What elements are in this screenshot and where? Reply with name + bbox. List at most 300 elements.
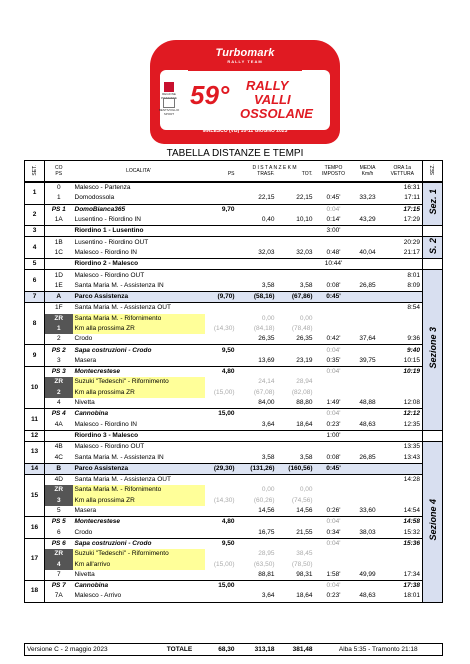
ora-cell: 10:15 xyxy=(383,356,423,367)
localita-cell: Malesco - Riordino OUT xyxy=(74,271,145,279)
tot-km-cell xyxy=(277,409,315,420)
ora-cell: 8:01 xyxy=(407,271,420,279)
localita-cell: Km alla prossima ZR xyxy=(73,388,205,398)
ora-cell xyxy=(383,259,423,270)
localita-cell: Malesco - Partenza xyxy=(74,184,131,192)
col-ps: PS xyxy=(205,161,237,183)
ora-cell xyxy=(383,377,423,387)
tempo-cell: 0:48' xyxy=(315,248,353,259)
ps-km-cell xyxy=(205,452,237,463)
table-row xyxy=(25,248,443,259)
ora-cell: 17:11 xyxy=(383,193,423,204)
ps-km-cell xyxy=(205,475,237,486)
tot-km-cell xyxy=(277,475,315,486)
trasf-km-cell: (63,50) xyxy=(253,560,275,568)
tempo-cell xyxy=(315,314,353,324)
rally-word-2: VALLI xyxy=(254,92,291,107)
ps-km-cell xyxy=(205,259,237,270)
media-cell xyxy=(353,270,383,281)
tot-km-cell: (82,08) xyxy=(291,388,313,396)
table-row xyxy=(25,452,443,463)
col-trasf: D I S T A N Z E K M TRASF. xyxy=(237,161,277,183)
co-ps-cell: 4A xyxy=(45,420,73,431)
co-ps-cell: 2 xyxy=(45,334,73,345)
table-row xyxy=(25,570,443,581)
table-row xyxy=(25,442,443,453)
trasf-km-cell: 32,03 xyxy=(237,248,277,259)
localita-cell: Santa Maria M. - Assistenza IN xyxy=(73,281,205,292)
tot-km-cell: 38,45 xyxy=(296,550,313,558)
tot-km-cell: 0,00 xyxy=(299,486,313,494)
ps-km-cell: 9,50 xyxy=(221,539,235,547)
trasf-km-cell xyxy=(237,345,277,356)
co-ps-cell: PS 7 xyxy=(51,582,66,590)
trasf-km-cell: 84,00 xyxy=(237,398,277,409)
table-row xyxy=(25,528,443,539)
tempo-cell: 0:45' xyxy=(315,291,353,302)
set-number: 9 xyxy=(25,345,45,367)
tot-km-cell xyxy=(277,517,315,528)
badge-inner xyxy=(160,70,330,130)
localita-cell: Santa Maria M. - Assistenza OUT xyxy=(74,476,171,484)
localita-cell: Crodo xyxy=(73,528,205,539)
ps-km-cell xyxy=(205,591,237,602)
trasf-km-cell: 3,64 xyxy=(237,420,277,431)
tot-km-cell: 18,64 xyxy=(277,591,315,602)
localita-cell: Malesco - Riordino OUT xyxy=(74,443,145,451)
co-ps-cell: PS 4 xyxy=(51,410,66,418)
table-row xyxy=(25,420,443,431)
localita-cell: Santa Maria M. - Rifornimento xyxy=(73,314,205,324)
localita-cell: Riordino 1 - Lusentino xyxy=(73,226,205,237)
co-ps-cell xyxy=(45,226,73,237)
media-cell xyxy=(353,559,383,569)
tempo-cell xyxy=(315,475,353,486)
tempo-cell xyxy=(315,182,353,193)
co-ps-cell: 1C xyxy=(45,248,73,259)
trasf-km-cell xyxy=(237,182,277,193)
ora-cell: 10:19 xyxy=(403,368,420,376)
table-row xyxy=(25,237,443,248)
localita-cell: Crodo xyxy=(73,334,205,345)
table-row xyxy=(25,215,443,226)
tot-km-cell xyxy=(277,430,315,441)
co-ps-cell: 6 xyxy=(45,528,73,539)
ora-cell: 14:28 xyxy=(403,476,420,484)
localita-cell: Lusentino - Riordino IN xyxy=(73,215,205,226)
table-row xyxy=(25,204,443,215)
media-cell xyxy=(353,517,383,528)
ps-km-cell xyxy=(205,281,237,292)
media-cell: 48,88 xyxy=(353,398,383,409)
co-ps-cell: 4C xyxy=(45,452,73,463)
col-tempo: TEMPO IMPOSTO xyxy=(315,161,353,183)
total-ps: 68,30 xyxy=(218,646,235,653)
ora-cell: 15:36 xyxy=(403,539,420,547)
tempo-cell: 0:26' xyxy=(315,506,353,517)
media-cell xyxy=(353,204,383,215)
tempo-cell: 0:14' xyxy=(315,215,353,226)
ora-cell: 17:38 xyxy=(403,582,420,590)
co-ps-cell: 7 xyxy=(45,570,73,581)
total-km: 381,48 xyxy=(292,646,313,653)
ora-cell: 12:08 xyxy=(383,398,423,409)
co-ps-cell: PS 5 xyxy=(51,518,66,526)
table-row xyxy=(25,463,443,474)
table-row xyxy=(25,591,443,602)
ora-cell: 12:12 xyxy=(403,410,420,418)
media-cell: 48,63 xyxy=(353,420,383,431)
rally-word-3: OSSOLANE xyxy=(240,106,313,121)
set-number: 10 xyxy=(25,367,45,409)
ora-cell: 8:54 xyxy=(407,304,420,312)
co-ps-cell: 4B xyxy=(54,443,63,451)
table-row xyxy=(25,538,443,549)
table-row xyxy=(25,182,443,193)
tot-km-cell: 3,58 xyxy=(277,452,315,463)
set-number: 13 xyxy=(25,442,45,464)
tempo-cell xyxy=(315,549,353,559)
sport-logo: SPORT xyxy=(163,112,175,116)
co-ps-cell: B xyxy=(45,463,73,474)
media-cell xyxy=(353,580,383,591)
media-cell: 26,85 xyxy=(353,452,383,463)
logo-subtext: RALLY TEAM xyxy=(227,59,263,64)
co-ps-cell: 5 xyxy=(45,506,73,517)
tempo-cell xyxy=(315,559,353,569)
table-row xyxy=(25,559,443,569)
set-number: 2 xyxy=(25,204,45,226)
tempo-cell: 0:04' xyxy=(326,368,341,376)
ps-km-cell xyxy=(205,430,237,441)
trasf-km-cell: (60,26) xyxy=(253,496,275,504)
section-label: S. 2 xyxy=(423,237,443,259)
ps-km-cell: 4,80 xyxy=(221,368,235,376)
timetable xyxy=(24,160,443,603)
media-cell xyxy=(353,182,383,193)
media-cell: 33,23 xyxy=(353,193,383,204)
table-row xyxy=(25,226,443,237)
section-label: Sez. 1 xyxy=(423,182,443,226)
localita-cell: DomoBianca365 xyxy=(74,205,126,213)
ora-cell: 13:35 xyxy=(403,443,420,451)
co-ps-cell: 1 xyxy=(45,324,73,334)
media-cell xyxy=(353,345,383,356)
tot-km-cell xyxy=(277,442,315,453)
ps-km-cell xyxy=(205,398,237,409)
co-ps-cell: 4D xyxy=(54,476,63,484)
trasf-km-cell xyxy=(237,442,277,453)
ora-cell: 13:43 xyxy=(383,452,423,463)
tempo-cell: 0:04' xyxy=(326,539,341,547)
table-row xyxy=(25,281,443,292)
table-row xyxy=(25,506,443,517)
localita-cell: Malesco - Riordino IN xyxy=(73,420,205,431)
tot-km-cell: 23,19 xyxy=(277,356,315,367)
tot-km-cell: 88,80 xyxy=(277,398,315,409)
localita-cell: Parco Assistenza xyxy=(73,463,205,474)
tot-km-cell: 18,64 xyxy=(277,420,315,431)
trasf-km-cell: 28,95 xyxy=(258,550,275,558)
section-empty xyxy=(423,226,443,237)
media-cell xyxy=(353,485,383,495)
set-number: 12 xyxy=(25,430,45,441)
tot-km-cell: 28,94 xyxy=(296,378,313,386)
trasf-km-cell: (84,18) xyxy=(253,325,275,332)
col-ora: ORA 1a VETTURA xyxy=(383,161,423,183)
localita-cell: Masera xyxy=(73,506,205,517)
trasf-km-cell: 0,40 xyxy=(237,215,277,226)
trasf-km-cell xyxy=(237,409,277,420)
co-ps-cell: 3 xyxy=(45,496,73,506)
tot-km-cell xyxy=(277,270,315,281)
localita-cell: Cannobina xyxy=(74,410,109,418)
trasf-km-cell: 3,64 xyxy=(237,591,277,602)
table-row xyxy=(25,485,443,495)
ps-km-cell xyxy=(205,334,237,345)
trasf-km-cell: 26,35 xyxy=(237,334,277,345)
trasf-km-cell: 3,58 xyxy=(237,452,277,463)
ora-cell xyxy=(383,549,423,559)
media-cell xyxy=(353,291,383,302)
media-cell xyxy=(353,367,383,378)
media-cell: 40,04 xyxy=(353,248,383,259)
localita-cell: Santa Maria M. - Rifornimento xyxy=(73,485,205,495)
trasf-km-cell xyxy=(237,204,277,215)
tot-km-cell xyxy=(277,259,315,270)
ps-km-cell xyxy=(205,248,237,259)
localita-cell: Montecrestese xyxy=(74,518,121,526)
co-ps-cell: ZR xyxy=(45,314,73,324)
ps-km-cell xyxy=(205,377,237,387)
localita-cell: Riordino 2 - Malesco xyxy=(73,259,205,270)
ps-km-cell xyxy=(205,356,237,367)
co-ps-cell: 1 xyxy=(45,193,73,204)
tot-km-cell: 98,31 xyxy=(277,570,315,581)
tot-km-cell: (67,86) xyxy=(277,291,315,302)
trasf-km-cell: 16,75 xyxy=(237,528,277,539)
totale-label: TOTALE xyxy=(166,646,193,653)
ora-cell xyxy=(383,324,423,334)
localita-cell: Montecrestese xyxy=(74,368,121,376)
tot-km-cell xyxy=(277,367,315,378)
trasf-km-cell xyxy=(237,430,277,441)
co-ps-cell: PS 3 xyxy=(51,368,66,376)
tot-km-cell: 14,56 xyxy=(277,506,315,517)
rally-badge xyxy=(150,40,340,144)
trasf-km-cell: (58,16) xyxy=(237,291,277,302)
trasf-km-cell: 14,56 xyxy=(237,506,277,517)
localita-cell: Malesco - Arrivo xyxy=(73,591,205,602)
trasf-km-cell: (131,26) xyxy=(237,463,277,474)
ps-km-cell xyxy=(205,226,237,237)
ora-cell xyxy=(383,291,423,302)
table-row xyxy=(25,367,443,378)
ps-km-cell xyxy=(205,303,237,314)
trasf-km-cell: (67,08) xyxy=(253,388,275,396)
tot-km-cell: 22,15 xyxy=(277,193,315,204)
table-row xyxy=(25,291,443,302)
trasf-km-cell xyxy=(237,580,277,591)
trasf-km-cell: 24,14 xyxy=(258,378,275,386)
media-cell xyxy=(353,475,383,486)
tempo-cell: 0:23' xyxy=(315,591,353,602)
sunrise-sunset: Alba 5:35 - Tramonto 21:18 xyxy=(338,646,418,653)
version-label: Versione C - 2 maggio 2023 xyxy=(27,646,108,653)
ps-km-cell: (15,00) xyxy=(213,388,235,396)
table-row xyxy=(25,409,443,420)
set-number: 16 xyxy=(25,517,45,539)
col-co-ps: CO PS xyxy=(45,161,73,183)
ps-km-cell xyxy=(205,570,237,581)
tempo-cell xyxy=(315,303,353,314)
ps-km-cell xyxy=(205,314,237,324)
media-cell: 49,99 xyxy=(353,570,383,581)
media-cell xyxy=(353,409,383,420)
media-cell xyxy=(353,388,383,398)
ora-cell: 9:36 xyxy=(383,334,423,345)
trasf-km-cell: 22,15 xyxy=(237,193,277,204)
localita-cell: Nivetta xyxy=(73,570,205,581)
co-ps-cell: 2 xyxy=(45,388,73,398)
tempo-cell: 0:08' xyxy=(315,281,353,292)
set-number: 14 xyxy=(25,463,45,474)
table-row xyxy=(25,324,443,334)
ps-km-cell xyxy=(205,506,237,517)
tempo-cell xyxy=(315,485,353,495)
ps-km-cell xyxy=(205,193,237,204)
edition-number: 59° xyxy=(190,80,230,110)
tot-km-cell: (78,48) xyxy=(291,325,313,332)
localita-cell: Riordino 3 - Malesco xyxy=(73,430,205,441)
set-number: 1 xyxy=(25,182,45,204)
trasf-km-cell: 3,58 xyxy=(237,281,277,292)
co-ps-cell: 4 xyxy=(45,398,73,409)
media-cell xyxy=(353,430,383,441)
ora-cell xyxy=(383,226,423,237)
ora-cell: 16:31 xyxy=(403,184,420,192)
region-logo: REGIONE PIEMONTE xyxy=(158,82,180,100)
tempo-cell: 0:45' xyxy=(315,463,353,474)
table-row xyxy=(25,270,443,281)
media-cell: 37,64 xyxy=(353,334,383,345)
tempo-cell: 10:44' xyxy=(315,259,353,270)
sponsor-logo xyxy=(188,45,302,71)
ora-cell xyxy=(383,559,423,569)
ps-km-cell: (29,30) xyxy=(205,463,237,474)
set-number: 11 xyxy=(25,409,45,431)
timetable-body xyxy=(25,182,443,602)
tempo-cell xyxy=(315,270,353,281)
tempo-cell: 1:00' xyxy=(315,430,353,441)
ora-cell: 14:58 xyxy=(403,518,420,526)
localita-cell: Nivetta xyxy=(73,398,205,409)
place-dates: MALESCO (VB) 10-11 GIUGNO 2023 xyxy=(202,128,288,134)
table-row xyxy=(25,334,443,345)
tempo-cell xyxy=(315,388,353,398)
co-ps-cell: PS 1 xyxy=(51,205,66,213)
localita-cell: Sapa costruzioni - Crodo xyxy=(74,539,152,547)
tot-km-cell xyxy=(277,226,315,237)
ps-km-cell xyxy=(205,270,237,281)
tot-km-cell: (74,56) xyxy=(291,496,313,504)
ps-km-cell: 15,00 xyxy=(218,582,235,590)
trasf-km-cell xyxy=(237,475,277,486)
col-tot: TOT. xyxy=(277,161,315,183)
media-cell: 43,29 xyxy=(353,215,383,226)
ora-cell xyxy=(383,496,423,506)
tot-km-cell: (78,50) xyxy=(291,560,313,568)
trasf-km-cell xyxy=(237,367,277,378)
ora-cell: 12:35 xyxy=(383,420,423,431)
trasf-km-cell xyxy=(237,517,277,528)
ora-cell: 18:01 xyxy=(383,591,423,602)
tot-km-cell: 0,00 xyxy=(299,314,313,322)
co-ps-cell: 1F xyxy=(54,304,63,312)
table-row xyxy=(25,193,443,204)
ora-cell: 15:32 xyxy=(383,528,423,539)
ps-km-cell xyxy=(205,237,237,248)
section-label: Sezione 4 xyxy=(423,442,443,602)
ora-cell: 21:17 xyxy=(383,248,423,259)
media-cell: 38,03 xyxy=(353,528,383,539)
total-trasf: 313,18 xyxy=(254,646,275,653)
set-number: 8 xyxy=(25,303,45,345)
localita-cell: Malesco - Riordino IN xyxy=(73,248,205,259)
table-row xyxy=(25,345,443,356)
tot-km-cell: (160,56) xyxy=(277,463,315,474)
section-label: Sezione 3 xyxy=(423,270,443,430)
col-localita: LOCALITA' xyxy=(73,161,205,183)
ps-km-cell xyxy=(205,420,237,431)
trasf-km-cell xyxy=(237,226,277,237)
ps-km-cell xyxy=(205,485,237,495)
media-cell xyxy=(353,226,383,237)
media-cell xyxy=(353,303,383,314)
tot-km-cell xyxy=(277,345,315,356)
tempo-cell: 0:23' xyxy=(315,420,353,431)
table-row xyxy=(25,430,443,441)
tempo-cell: 1:58' xyxy=(315,570,353,581)
media-cell: 33,60 xyxy=(353,506,383,517)
tempo-cell: 0:08' xyxy=(315,452,353,463)
ora-cell xyxy=(383,430,423,441)
table-row xyxy=(25,377,443,387)
tot-km-cell xyxy=(277,237,315,248)
ps-km-cell: (15,00) xyxy=(213,560,235,568)
page-title: TABELLA DISTANZE E TEMPI xyxy=(166,148,304,159)
localita-cell: Parco Assistenza xyxy=(73,291,205,302)
ps-km-cell: 15,00 xyxy=(218,410,235,418)
ps-km-cell: 9,70 xyxy=(221,205,235,213)
co-ps-cell: PS 2 xyxy=(51,346,66,354)
set-number: 4 xyxy=(25,237,45,259)
ora-cell: 17:29 xyxy=(383,215,423,226)
ora-cell: 14:54 xyxy=(383,506,423,517)
ps-km-cell: 9,50 xyxy=(221,346,235,354)
tempo-cell xyxy=(315,237,353,248)
table-row xyxy=(25,388,443,398)
ps-km-cell: 4,80 xyxy=(221,518,235,526)
trasf-km-cell xyxy=(237,538,277,549)
section-empty xyxy=(423,259,443,270)
co-ps-cell: A xyxy=(45,291,73,302)
media-cell xyxy=(353,237,383,248)
ps-km-cell xyxy=(205,549,237,559)
ora-cell: 8:09 xyxy=(383,281,423,292)
ora-cell: 17:34 xyxy=(383,570,423,581)
localita-cell: Lusentino - Riordino OUT xyxy=(74,238,149,246)
